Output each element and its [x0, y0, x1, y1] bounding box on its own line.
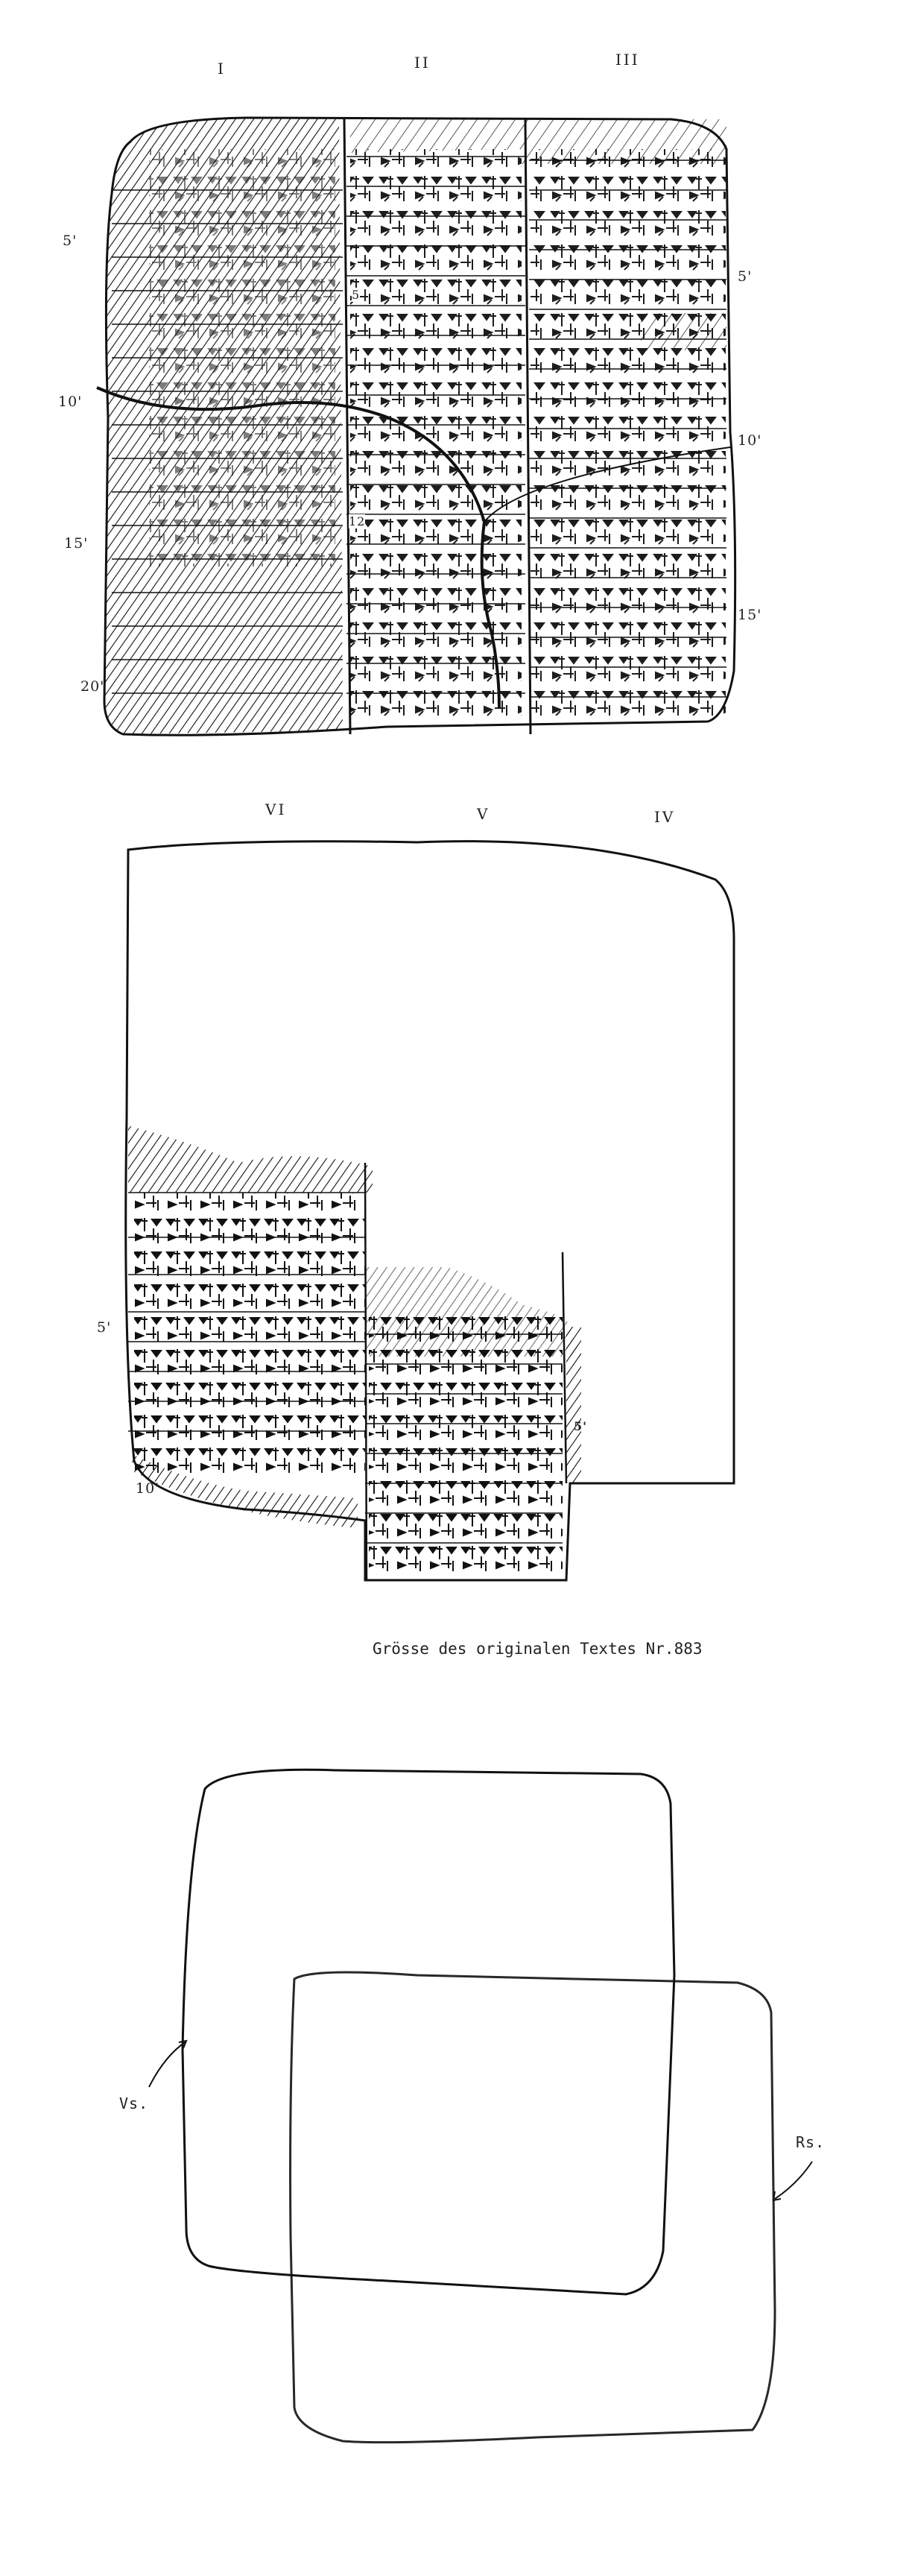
column-label-i: I — [218, 60, 226, 78]
column-label-vi: VI — [265, 801, 287, 818]
inner-line-number-12: 12 — [349, 514, 366, 528]
inner-line-number-5: 5 — [352, 288, 361, 302]
reverse-line-number-left-5: 5' — [97, 1319, 112, 1336]
line-number-right-5: 5' — [738, 268, 753, 285]
vs-label: Vs. — [119, 2094, 149, 2112]
line-number-left-10: 10' — [58, 394, 83, 410]
line-number-left-15: 15' — [64, 535, 89, 552]
line-number-right-10: 10' — [738, 432, 762, 449]
size-caption: Grösse des originalen Textes Nr.883 — [373, 1640, 703, 1658]
line-number-left-20: 20' — [80, 678, 105, 695]
rs-label: Rs. — [796, 2133, 826, 2151]
column-label-v: V — [477, 805, 490, 823]
line-number-right-15: 15' — [738, 607, 762, 623]
column-label-ii: II — [414, 54, 431, 72]
reverse-line-number-left-10: 10' — [136, 1480, 160, 1497]
column-label-iv: IV — [654, 808, 676, 826]
reverse-line-number-right-5: 5' — [574, 1419, 588, 1433]
column-label-iii: III — [615, 51, 640, 69]
line-number-left-5: 5' — [63, 233, 77, 249]
